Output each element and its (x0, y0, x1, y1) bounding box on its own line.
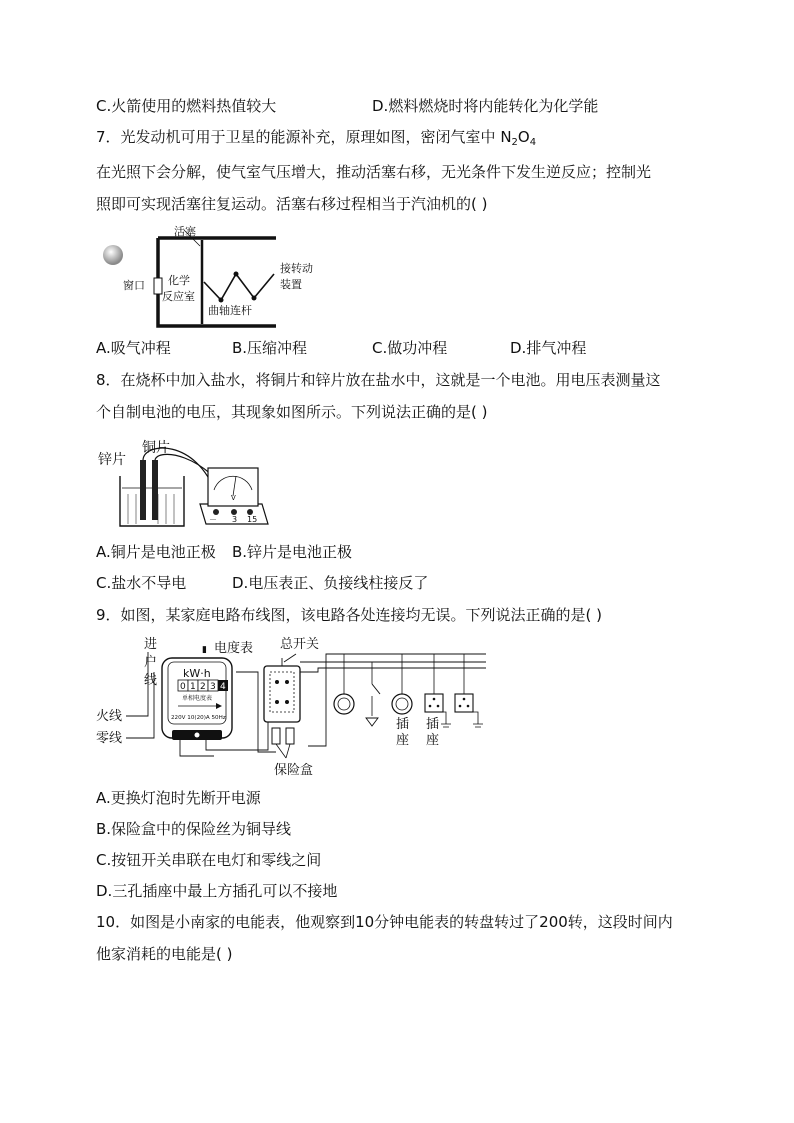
window (154, 278, 162, 294)
crank-rod (204, 274, 274, 300)
label-socket-b-1: 插 (426, 717, 440, 732)
label-in-1: 进 (144, 637, 158, 652)
q8-option-a: A.铜片是电池正极 (96, 543, 216, 561)
q7-option-d: D.排气冲程 (510, 339, 587, 357)
q7-option-b: B.压缩冲程 (232, 339, 308, 357)
q6-option-c: C.火箭使用的燃料热值较大 (96, 97, 277, 115)
label-fuse: 保险盒 (274, 763, 314, 778)
label-copper: 铜片 (142, 440, 170, 456)
q6-option-d: D.燃料燃烧时将内能转化为化学能 (372, 97, 599, 115)
q8-stem-line-1: 8．在烧杯中加入盐水，将铜片和锌片放在盐水中，这就是一个电池。用电压表测量这 (96, 371, 661, 389)
label-in-3: 线 (144, 673, 158, 688)
label-chamber-2: 反应室 (162, 290, 195, 303)
label-piston: 活塞 (174, 225, 196, 238)
lamp-icon (366, 718, 378, 726)
meter-icon: ▮ (202, 645, 207, 655)
meter-digit-3: 2 (200, 682, 206, 692)
label-v: V (231, 494, 236, 502)
q9-option-a: A.更换灯泡时先断开电源 (96, 789, 261, 807)
zinc-plate (140, 460, 146, 520)
socket-3pin-1 (425, 694, 443, 712)
q8-stem-line-2: 个自制电池的电压，其现象如图所示。下列说法正确的是( ) (96, 403, 488, 421)
label-meter-spec: 220V 10(20)A 50Hz (171, 715, 226, 721)
meter-digit-1: 0 (180, 682, 186, 692)
q8-battery-voltmeter-figure (96, 432, 276, 532)
q7-stem-line-2: 在光照下会分解，使气室气压增大，推动活塞右移，无光条件下发生逆反应；控制光 (96, 163, 652, 181)
q9-household-circuit-figure (96, 632, 496, 780)
sun-icon (103, 245, 123, 265)
label-switch: 总开关 (280, 637, 320, 652)
label-chamber-1: 化学 (168, 274, 190, 287)
q9-option-b: B.保险盒中的保险丝为铜导线 (96, 820, 292, 838)
label-kwh: kW·h (183, 667, 211, 680)
q10-stem-line-2: 他家消耗的电能是( ) (96, 945, 233, 963)
q7-sub-2: 2 (511, 137, 518, 148)
label-in-2: 户 (144, 655, 158, 670)
label-live: 火线 (96, 709, 123, 724)
q8-option-d: D.电压表正、负接线柱接反了 (232, 574, 429, 592)
label-socket-a-1: 插 (396, 717, 410, 732)
label-zinc: 锌片 (98, 452, 126, 468)
meter-digits (178, 680, 228, 692)
q8-option-c: C.盐水不导电 (96, 574, 187, 592)
q7-stem-prefix: 7．光发动机可用于卫星的能源补充，原理如图，密闭气室中 N (96, 128, 512, 146)
label-minus: － (209, 515, 217, 524)
q7-option-a: A.吸气冲程 (96, 339, 171, 357)
label-socket-b-2: 座 (426, 733, 440, 748)
q7-sub-4: 4 (529, 137, 537, 148)
q7-light-engine-figure (96, 222, 336, 332)
q9-stem: 9．如图，某家庭电路布线图，该电路各处连接均无误。下列说法正确的是( ) (96, 606, 603, 624)
meter-digit-5: 4 (220, 682, 226, 692)
q7-stem-line-1 (96, 127, 536, 147)
meter-digit-2: 1 (190, 682, 196, 692)
label-device-1: 接转动 (280, 262, 313, 275)
label-window: 窗口 (123, 279, 145, 292)
label-meter-type: 单相电度表 (182, 695, 213, 702)
q7-o: O (517, 128, 530, 146)
q10-stem-line-1: 10．如图是小南家的电能表，他观察到10分钟电能表的转盘转过了200转，这段时间内 (96, 913, 673, 931)
label-device-2: 装置 (280, 278, 302, 291)
label-neutral: 零线 (96, 731, 123, 746)
label-socket-a-2: 座 (396, 733, 410, 748)
copper-plate (152, 460, 158, 520)
q7-stem-line-3: 照即可实现活塞往复运动。活塞右移过程相当于汽油机的( ) (96, 195, 488, 213)
q7-option-c: C.做功冲程 (372, 339, 448, 357)
meter-digit-4: 3 (210, 682, 216, 692)
label-3: 3 (232, 515, 238, 524)
q9-option-d: D.三孔插座中最上方插孔可以不接地 (96, 882, 338, 900)
label-15: 15 (247, 515, 258, 524)
q9-option-c: C.按钮开关串联在电灯和零线之间 (96, 851, 322, 869)
label-crank: 曲轴连杆 (208, 304, 252, 317)
lamp-switch (372, 684, 380, 694)
label-meter: 电度表 (214, 641, 254, 656)
socket-3pin-2 (455, 694, 473, 712)
q8-option-b: B.锌片是电池正极 (232, 543, 353, 561)
